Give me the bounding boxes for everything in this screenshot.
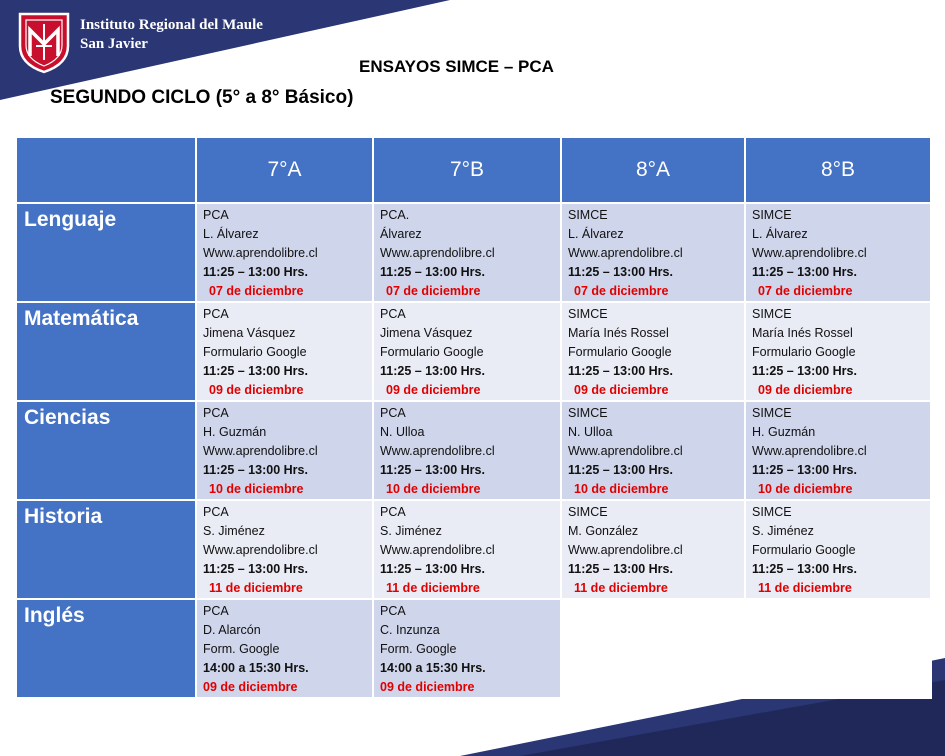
test-type: SIMCE	[752, 505, 792, 519]
schedule-cell	[196, 203, 373, 302]
exam-date: 11 de diciembre	[574, 581, 668, 595]
platform: Form. Google	[203, 642, 280, 656]
platform: Www.aprendolibre.cl	[568, 543, 683, 557]
schedule-cell	[561, 203, 745, 302]
schedule-cell	[373, 302, 561, 401]
test-type: SIMCE	[568, 208, 608, 222]
time-range: 11:25 – 13:00 Hrs.	[752, 265, 857, 279]
test-type: SIMCE	[752, 307, 792, 321]
test-type: PCA	[203, 406, 229, 420]
time-range: 11:25 – 13:00 Hrs.	[203, 562, 308, 576]
exam-date: 09 de diciembre	[574, 383, 669, 397]
test-type: PCA	[203, 604, 229, 618]
teacher-name: María Inés Rossel	[568, 326, 669, 340]
header-corner	[16, 137, 196, 203]
schedule-cell	[561, 401, 745, 500]
platform: Www.aprendolibre.cl	[752, 444, 867, 458]
schedule-cell	[745, 203, 931, 302]
test-type: SIMCE	[568, 307, 608, 321]
test-type: SIMCE	[568, 406, 608, 420]
exam-date: 07 de diciembre	[209, 284, 304, 298]
page-title: ENSAYOS SIMCE – PCA	[359, 57, 554, 76]
teacher-name: L. Álvarez	[752, 227, 808, 241]
time-range: 11:25 – 13:00 Hrs.	[380, 562, 485, 576]
teacher-name: L. Álvarez	[568, 227, 624, 241]
exam-date: 10 de diciembre	[209, 482, 304, 496]
platform: Formulario Google	[752, 543, 856, 557]
school-name: Instituto Regional del Maule	[80, 17, 263, 33]
platform: Www.aprendolibre.cl	[203, 444, 318, 458]
exam-date: 10 de diciembre	[758, 482, 853, 496]
time-range: 11:25 – 13:00 Hrs.	[752, 463, 857, 477]
time-range: 11:25 – 13:00 Hrs.	[568, 265, 673, 279]
teacher-name: M. González	[568, 524, 639, 538]
time-range: 14:00 a 15:30 Hrs.	[203, 661, 309, 675]
test-type: PCA	[380, 307, 406, 321]
time-range: 11:25 – 13:00 Hrs.	[752, 364, 857, 378]
test-type: PCA	[203, 307, 229, 321]
teacher-name: Álvarez	[380, 227, 422, 241]
exam-date: 07 de diciembre	[758, 284, 853, 298]
schedule-cell	[561, 302, 745, 401]
schedule-cell	[373, 599, 561, 698]
teacher-name: S. Jiménez	[380, 524, 442, 538]
exam-date: 11 de diciembre	[209, 581, 303, 595]
schedule-row	[16, 500, 931, 599]
schedule-cell	[196, 401, 373, 500]
schedule-cell	[196, 599, 373, 698]
empty-cell	[745, 599, 931, 698]
platform: Formulario Google	[380, 345, 484, 359]
header-row	[16, 137, 931, 203]
test-type: SIMCE	[752, 208, 792, 222]
exam-date: 07 de diciembre	[386, 284, 481, 298]
teacher-name: S. Jiménez	[203, 524, 265, 538]
time-range: 11:25 – 13:00 Hrs.	[380, 265, 485, 279]
teacher-name: María Inés Rossel	[752, 326, 853, 340]
schedule-row	[16, 599, 931, 698]
test-type: PCA	[203, 505, 229, 519]
teacher-name: S. Jiménez	[752, 524, 814, 538]
teacher-name: L. Álvarez	[203, 227, 259, 241]
platform: Formulario Google	[203, 345, 307, 359]
platform: Formulario Google	[568, 345, 672, 359]
platform: Www.aprendolibre.cl	[568, 246, 683, 260]
column-header: 7°B	[373, 137, 561, 203]
test-type: PCA	[380, 505, 406, 519]
schedule-cell	[745, 401, 931, 500]
time-range: 11:25 – 13:00 Hrs.	[380, 364, 485, 378]
subject-label: Lenguaje	[16, 203, 196, 302]
platform: Www.aprendolibre.cl	[380, 444, 495, 458]
test-type: SIMCE	[568, 505, 608, 519]
exam-date: 09 de diciembre	[758, 383, 853, 397]
time-range: 11:25 – 13:00 Hrs.	[380, 463, 485, 477]
time-range: 11:25 – 13:00 Hrs.	[568, 463, 673, 477]
empty-cell	[561, 599, 745, 698]
test-type: PCA	[380, 406, 406, 420]
column-header: 8°B	[745, 137, 931, 203]
schedule-cell	[196, 302, 373, 401]
exam-date: 11 de diciembre	[386, 581, 480, 595]
time-range: 11:25 – 13:00 Hrs.	[568, 364, 673, 378]
subject-label: Ciencias	[16, 401, 196, 500]
platform: Www.aprendolibre.cl	[380, 246, 495, 260]
exam-date: 10 de diciembre	[574, 482, 669, 496]
page-subtitle: SEGUNDO CICLO (5° a 8° Básico)	[50, 87, 354, 108]
platform: Formulario Google	[752, 345, 856, 359]
column-header: 8°A	[561, 137, 745, 203]
exam-date: 09 de diciembre	[380, 680, 475, 694]
teacher-name: N. Ulloa	[568, 425, 613, 439]
time-range: 11:25 – 13:00 Hrs.	[568, 562, 673, 576]
schedule-cell	[745, 302, 931, 401]
time-range: 11:25 – 13:00 Hrs.	[203, 265, 308, 279]
schedule-cell	[373, 500, 561, 599]
platform: Www.aprendolibre.cl	[203, 246, 318, 260]
school-name-block	[80, 16, 263, 54]
teacher-name: N. Ulloa	[380, 425, 425, 439]
subject-label: Historia	[16, 500, 196, 599]
teacher-name: C. Inzunza	[380, 623, 440, 637]
time-range: 14:00 a 15:30 Hrs.	[380, 661, 486, 675]
platform: Www.aprendolibre.cl	[203, 543, 318, 557]
platform: Www.aprendolibre.cl	[568, 444, 683, 458]
schedule-table	[15, 136, 932, 699]
subject-label: Matemática	[16, 302, 196, 401]
platform: Form. Google	[380, 642, 457, 656]
school-crest-logo	[16, 10, 72, 74]
school-city: San Javier	[80, 36, 148, 52]
teacher-name: H. Guzmán	[203, 425, 267, 439]
platform: Www.aprendolibre.cl	[380, 543, 495, 557]
schedule-cell	[373, 401, 561, 500]
test-type: PCA.	[380, 208, 410, 222]
teacher-name: Jimena Vásquez	[380, 326, 473, 340]
schedule-cell	[196, 500, 373, 599]
exam-date: 07 de diciembre	[574, 284, 669, 298]
time-range: 11:25 – 13:00 Hrs.	[752, 562, 857, 576]
schedule-cell	[745, 500, 931, 599]
column-header: 7°A	[196, 137, 373, 203]
exam-date: 09 de diciembre	[386, 383, 481, 397]
schedule-row	[16, 401, 931, 500]
schedule-row	[16, 302, 931, 401]
exam-date: 11 de diciembre	[758, 581, 852, 595]
exam-date: 09 de diciembre	[209, 383, 304, 397]
schedule-cell	[373, 203, 561, 302]
schedule-cell	[561, 500, 745, 599]
exam-date: 10 de diciembre	[386, 482, 481, 496]
time-range: 11:25 – 13:00 Hrs.	[203, 463, 308, 477]
exam-date: 09 de diciembre	[203, 680, 298, 694]
subject-label: Inglés	[16, 599, 196, 698]
test-type: PCA	[203, 208, 229, 222]
platform: Www.aprendolibre.cl	[752, 246, 867, 260]
schedule-row	[16, 203, 931, 302]
time-range: 11:25 – 13:00 Hrs.	[203, 364, 308, 378]
teacher-name: H. Guzmán	[752, 425, 816, 439]
teacher-name: D. Alarcón	[203, 623, 261, 637]
test-type: SIMCE	[752, 406, 792, 420]
test-type: PCA	[380, 604, 406, 618]
teacher-name: Jimena Vásquez	[203, 326, 296, 340]
